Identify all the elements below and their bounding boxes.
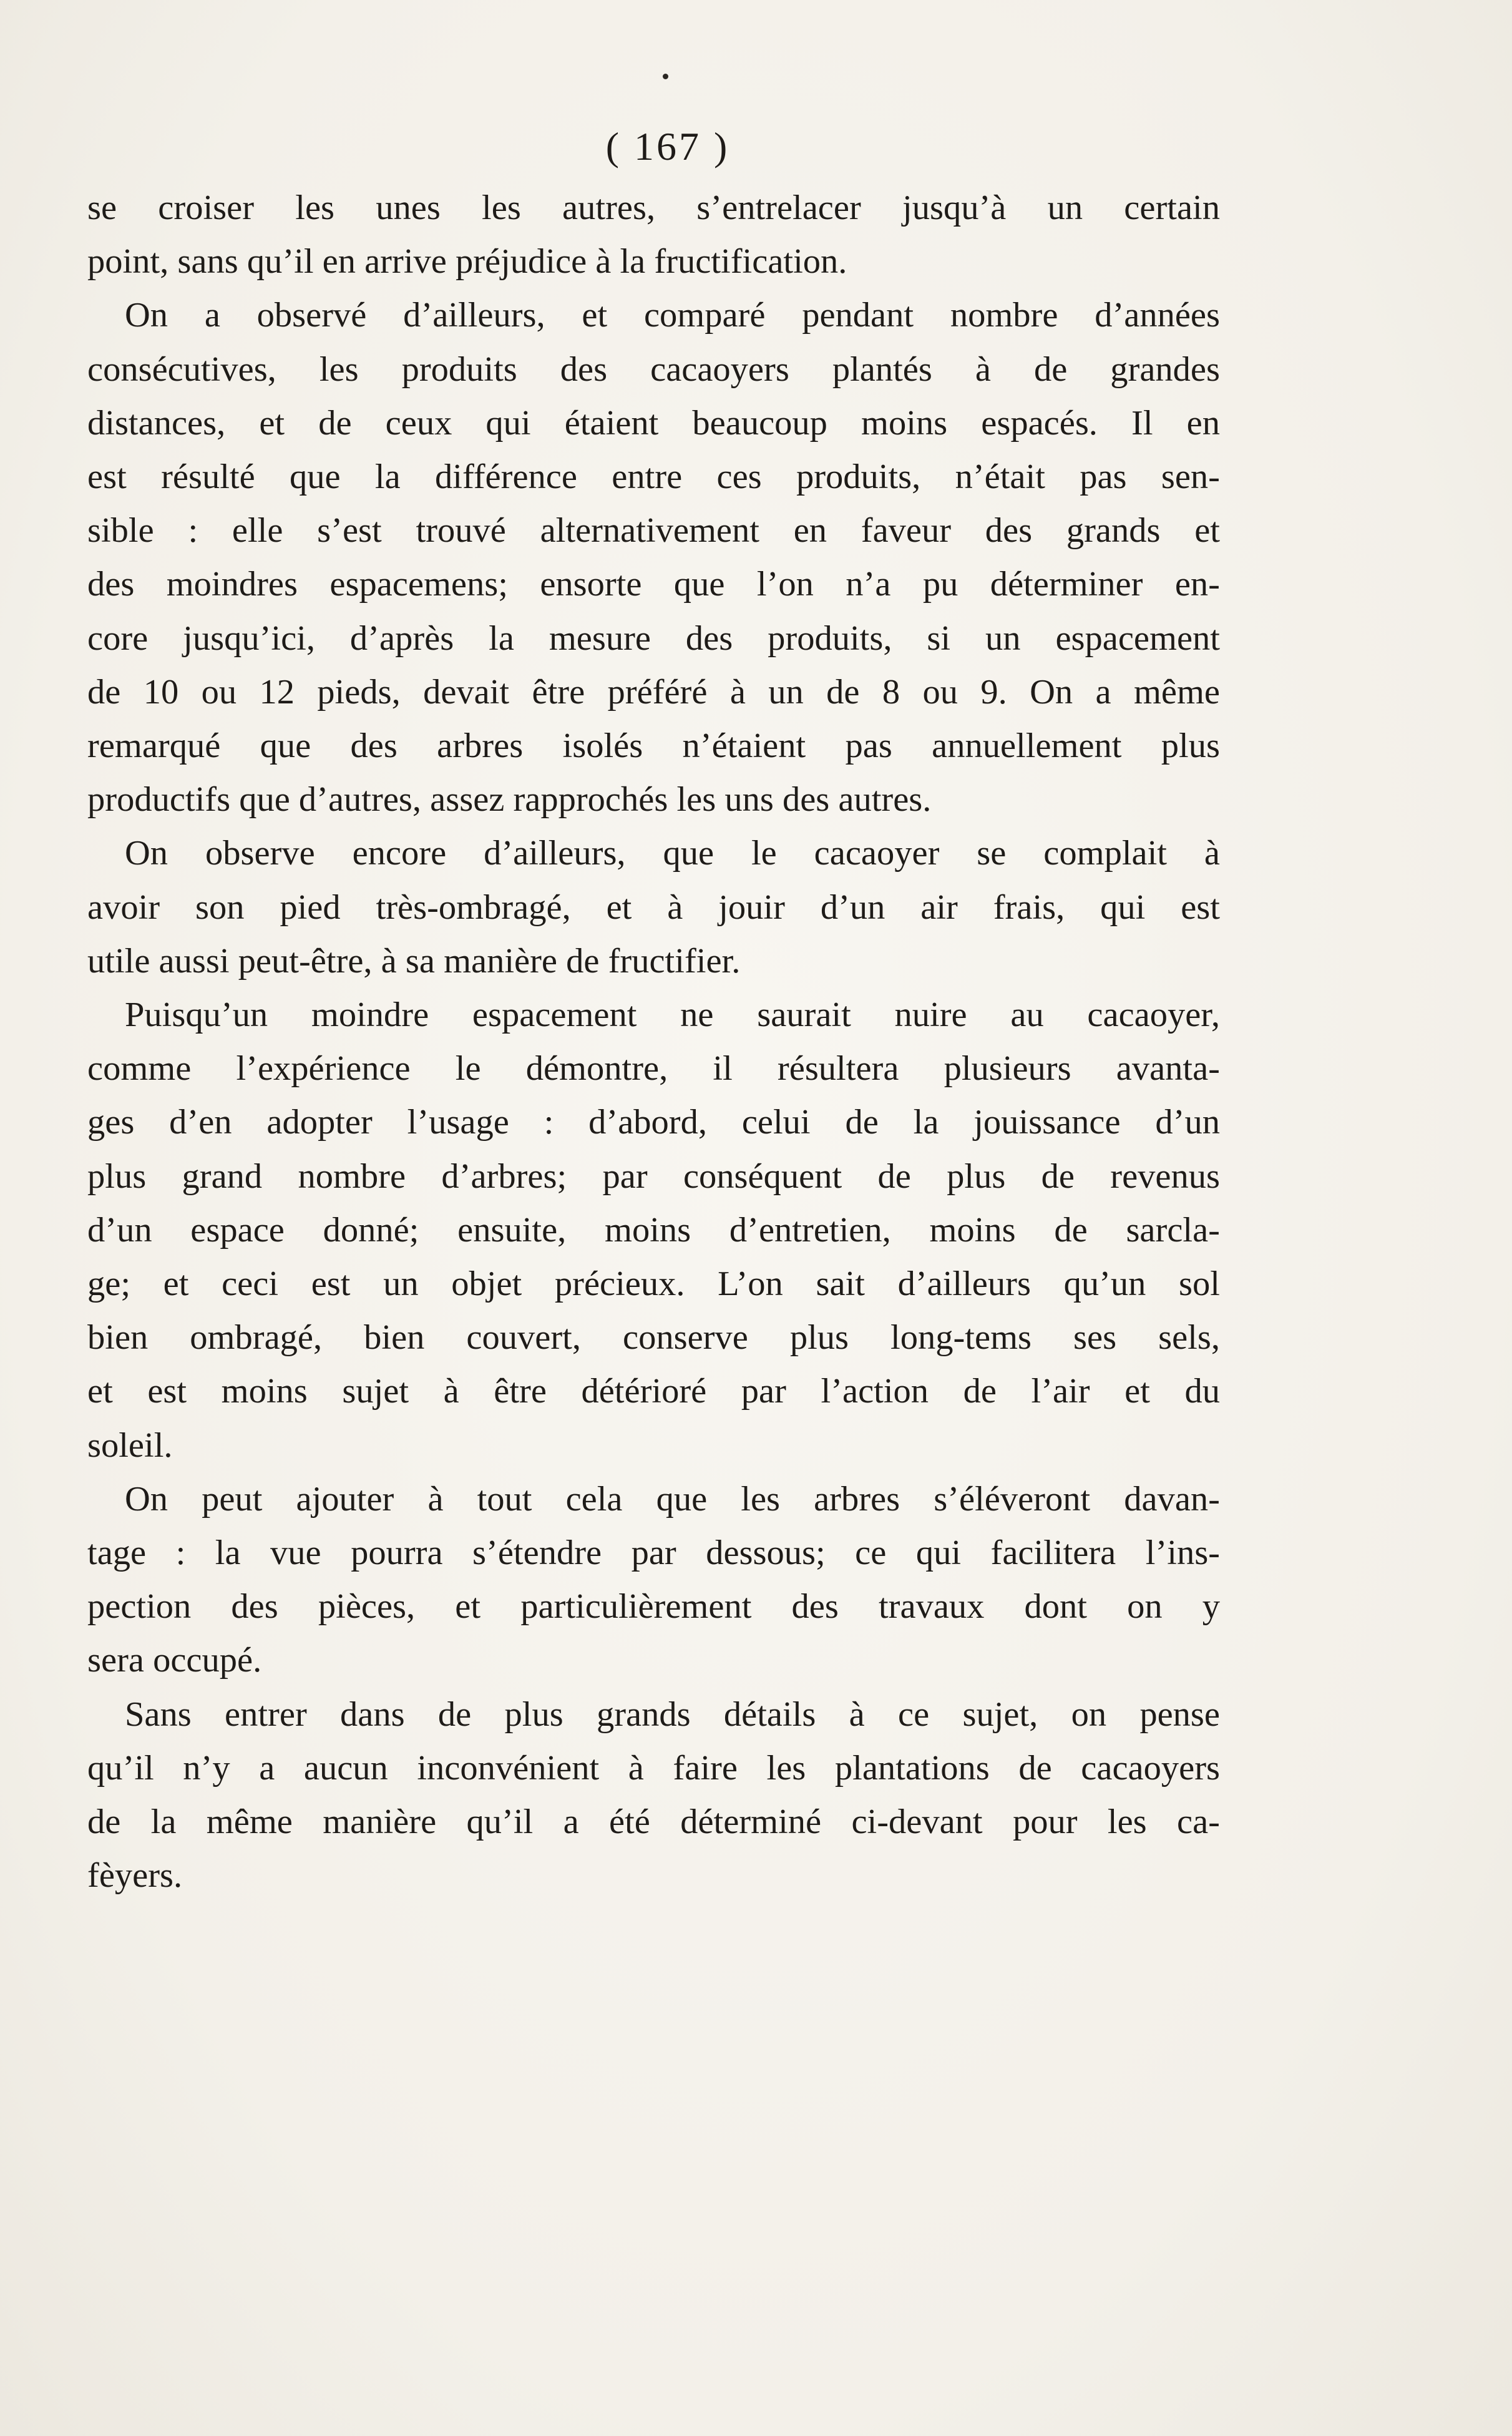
text-line: Sans entrer dans de plus grands détails à ce sujet, on pense xyxy=(125,1695,1220,1734)
paragraph-5 xyxy=(87,1472,1220,1688)
text-line: soleil. xyxy=(87,1426,173,1465)
text-line: On a observé d’ailleurs, et comparé pendant nombre d’années xyxy=(125,296,1220,335)
text-line: point, sans qu’il en arrive préjudice à la fructification. xyxy=(87,242,847,281)
text-line: des moindres espacemens; ensorte que l’on n’a pu déterminer en- xyxy=(87,565,1220,604)
text-line: ges d’en adopter l’usage : d’abord, celui de la jouissance d’un xyxy=(87,1103,1220,1142)
text-line: fèyers. xyxy=(87,1856,183,1895)
paragraph-2 xyxy=(87,288,1220,826)
text-line: ge; et ceci est un objet précieux. L’on sait d’ailleurs qu’un sol xyxy=(87,1264,1220,1304)
text-line: sible : elle s’est trouvé alternativement en faveur des grands et xyxy=(87,511,1220,550)
text-line: remarqué que des arbres isolés n’étaient pas annuellement plus xyxy=(87,726,1220,766)
text-line: avoir son pied très-ombragé, et à jouir d’un air frais, qui est xyxy=(87,888,1220,927)
text-line: utile aussi peut-être, à sa manière de fructifier. xyxy=(87,941,741,981)
text-line: tage : la vue pourra s’étendre par dessous; ce qui facilitera l’ins- xyxy=(87,1534,1220,1573)
text-line: comme l’expérience le démontre, il résultera plusieurs avanta- xyxy=(87,1049,1220,1088)
text-line: plus grand nombre d’arbres; par conséquent de plus de revenus xyxy=(87,1157,1220,1196)
body-text xyxy=(87,181,1220,1903)
text-line: se croiser les unes les autres, s’entrelacer jusqu’à un certain xyxy=(87,188,1220,227)
paragraph-6 xyxy=(87,1688,1220,1903)
text-line: de la même manière qu’il a été déterminé ci-devant pour les ca- xyxy=(87,1803,1220,1842)
text-line: pection des pièces, et particulièrement des travaux dont on y xyxy=(87,1587,1220,1626)
text-line: core jusqu’ici, d’après la mesure des produits, si un espacement xyxy=(87,619,1220,658)
text-line: productifs que d’autres, assez rapprochés les uns des autres. xyxy=(87,780,932,819)
paragraph-3 xyxy=(87,826,1220,988)
text-line: sera occupé. xyxy=(87,1641,262,1680)
text-line: On observe encore d’ailleurs, que le cacaoyer se complait à xyxy=(125,834,1220,873)
text-line: consécutives, les produits des cacaoyers plantés à de grandes xyxy=(87,350,1220,389)
paragraph-4 xyxy=(87,988,1220,1472)
header-dot xyxy=(663,74,668,79)
text-line: d’un espace donné; ensuite, moins d’entretien, moins de sarcla- xyxy=(87,1210,1220,1250)
text-line: On peut ajouter à tout cela que les arbres s’éléveront davan- xyxy=(125,1479,1220,1519)
text-line: est résulté que la différence entre ces produits, n’était pas sen- xyxy=(87,457,1220,497)
text-line: bien ombragé, bien couvert, conserve plus long-tems ses sels, xyxy=(87,1318,1220,1357)
text-line: distances, et de ceux qui étaient beaucoup moins espacés. Il en xyxy=(87,403,1220,443)
page-number: ( 167 ) xyxy=(605,124,730,169)
text-line: qu’il n’y a aucun inconvénient à faire les plantations de cacaoyers xyxy=(87,1748,1220,1788)
text-line: Puisqu’un moindre espacement ne saurait nuire au cacaoyer, xyxy=(125,995,1220,1035)
text-line: et est moins sujet à être détérioré par l’action de l’air et du xyxy=(87,1372,1220,1411)
paragraph-1 xyxy=(87,181,1220,288)
text-line: de 10 ou 12 pieds, devait être préféré à un de 8 ou 9. On a même xyxy=(87,672,1220,712)
